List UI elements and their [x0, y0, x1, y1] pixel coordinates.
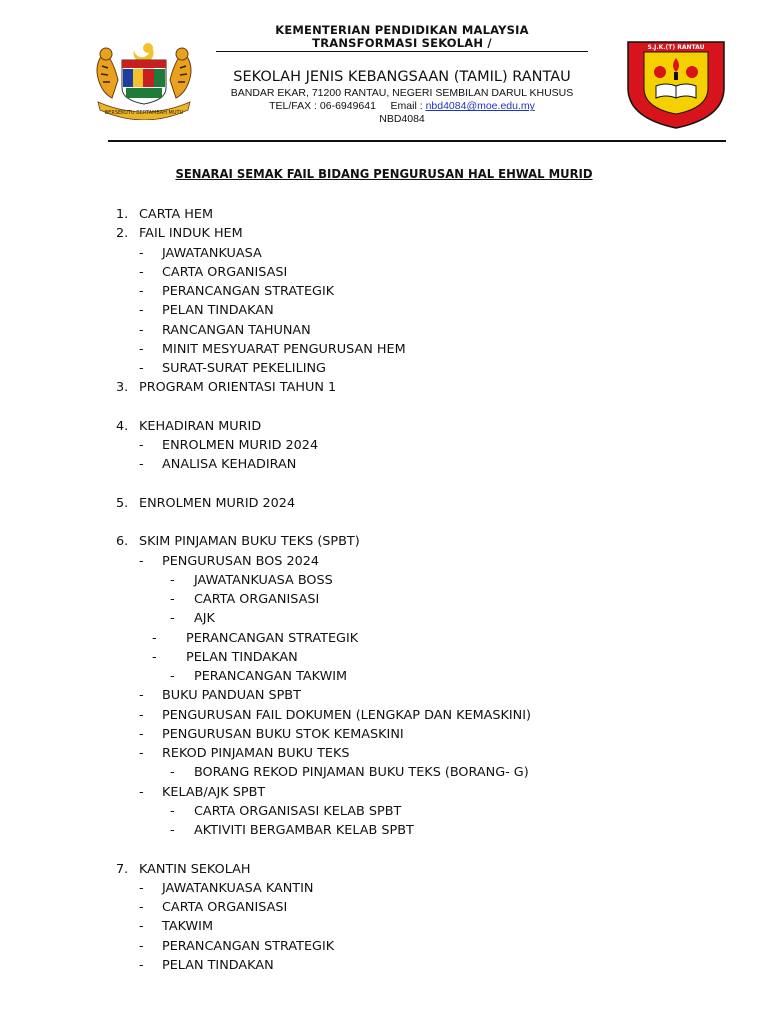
- coat-of-arms-logo: [92, 40, 196, 120]
- bullet-dash: -: [139, 438, 144, 453]
- badge-school-name: S.J.K.(T) RANTAU: [647, 44, 705, 51]
- school-badge-logo: [624, 36, 728, 130]
- sub-sub-item: [0, 571, 768, 590]
- bullet-dash: -: [139, 361, 144, 376]
- letterhead: [212, 24, 592, 125]
- contact-line: [212, 101, 592, 112]
- sub-item: [0, 282, 768, 301]
- sub-item-text: PENGURUSAN BOS 2024: [162, 553, 320, 569]
- sub-item: [0, 686, 768, 705]
- item-number: 4.: [116, 418, 129, 434]
- sub-sub-item-text: PELAN TINDAKAN: [186, 649, 298, 665]
- sub-item-text: PELAN TINDAKAN: [162, 957, 274, 973]
- sub-sub-item: [0, 821, 768, 840]
- bullet-dash: -: [139, 707, 144, 723]
- sub-item: [0, 321, 768, 340]
- sub-item-text: BUKU PANDUAN SPBT: [162, 688, 301, 704]
- item-number: 6.: [116, 534, 129, 550]
- bullet-dash: -: [139, 900, 144, 915]
- bullet-dash: -: [139, 245, 144, 261]
- tamil-school-name: [212, 54, 592, 68]
- bullet-dash: -: [139, 957, 144, 973]
- sub-sub-item: [0, 590, 768, 609]
- sub-item: [0, 744, 768, 763]
- sub-item: [0, 244, 768, 263]
- sub-item: [0, 898, 768, 917]
- item-text: CARTA HEM: [139, 207, 214, 222]
- sub-item: [0, 436, 768, 455]
- list-item: [0, 494, 768, 513]
- spacer: [0, 840, 768, 859]
- email-label: Email :: [390, 100, 423, 113]
- bullet-dash: -: [139, 341, 144, 357]
- spacer: [0, 475, 768, 494]
- sub-item-text: JAWATANKUASA: [162, 245, 262, 261]
- bullet-dash: -: [170, 592, 175, 607]
- sub-sub-item: [0, 667, 768, 686]
- spacer: [0, 513, 768, 532]
- item-number: 2.: [116, 226, 129, 242]
- item-text: FAIL INDUK HEM: [139, 226, 243, 242]
- sub-item-text: ENROLMEN MURID 2024: [162, 438, 319, 453]
- sub-sub-item-text: CARTA ORGANISASI: [194, 592, 320, 607]
- sub-item: [0, 359, 768, 378]
- crest-tiger-left: [97, 48, 118, 98]
- sub-item-text: PERANCANGAN STRATEGIK: [162, 284, 335, 299]
- bullet-dash: -: [152, 649, 157, 665]
- bullet-dash: -: [139, 553, 144, 569]
- sub-item: [0, 263, 768, 282]
- bullet-dash: -: [139, 688, 144, 704]
- list-item: [0, 860, 768, 879]
- email-link[interactable]: nbd4084@moe.edu.my: [425, 100, 535, 113]
- bullet-dash: -: [170, 611, 175, 627]
- list-item: [0, 224, 768, 243]
- sub-item-text: MINIT MESYUARAT PENGURUSAN HEM: [162, 341, 406, 357]
- item-number: 5.: [116, 495, 129, 511]
- bullet-dash: -: [139, 880, 144, 896]
- sub-sub-item-text: BORANG REKOD PINJAMAN BUKU TEKS (BORANG- G): [194, 765, 529, 781]
- sub-item: [0, 879, 768, 898]
- sub-sub-item-text: PERANCANGAN TAKWIM: [194, 669, 348, 684]
- sub-sub-item-text: AJK: [194, 611, 215, 627]
- list-item: [0, 378, 768, 397]
- sub-item-text: PELAN TINDAKAN: [162, 303, 274, 319]
- sub-item: [0, 455, 768, 474]
- sub-item-text: PENGURUSAN BUKU STOK KEMASKINI: [162, 726, 404, 742]
- tel-fax: TEL/FAX : 06-6949641: [269, 100, 376, 113]
- sub-item-text: CARTA ORGANISASI: [162, 900, 288, 915]
- sub-item-text: REKOD PINJAMAN BUKU TEKS: [162, 746, 350, 761]
- bullet-dash: -: [139, 784, 144, 800]
- spacer: [0, 398, 768, 417]
- item-text: KANTIN SEKOLAH: [139, 861, 251, 877]
- item-text: ENROLMEN MURID 2024: [139, 495, 296, 511]
- sub-item-text: PERANCANGAN STRATEGIK: [162, 938, 335, 954]
- transform-line: [212, 37, 592, 49]
- bullet-dash: -: [139, 303, 144, 319]
- bullet-dash: -: [139, 284, 144, 299]
- bullet-dash: -: [139, 919, 144, 935]
- sub-item: [0, 956, 768, 975]
- sub-sub-item-text: CARTA ORGANISASI KELAB SPBT: [194, 803, 402, 819]
- school-code: NBD4084: [379, 113, 425, 126]
- sub-sub-item: [0, 763, 768, 782]
- sub-item: [0, 937, 768, 956]
- sub-sub-item: [0, 629, 768, 648]
- sub-item-text: RANCANGAN TAHUNAN: [162, 322, 311, 338]
- school-name: SEKOLAH JENIS KEBANGSAAN (TAMIL) RANTAU: [233, 69, 571, 86]
- document-title: SENARAI SEMAK FAIL BIDANG PENGURUSAN HAL EHWAL MURID: [175, 166, 593, 181]
- item-number: 1.: [116, 207, 129, 222]
- bullet-dash: -: [152, 630, 157, 646]
- bullet-dash: -: [139, 938, 144, 954]
- letterhead-rule: [108, 140, 726, 142]
- list-item: [0, 532, 768, 551]
- transform-label: TRANSFORMASI SEKOLAH /: [312, 36, 492, 51]
- sub-item-text: PENGURUSAN FAIL DOKUMEN (LENGKAP DAN KEMASKINI): [162, 707, 532, 723]
- list-item: [0, 205, 768, 224]
- checklist: [0, 205, 768, 975]
- bullet-dash: -: [170, 572, 175, 588]
- bullet-dash: -: [139, 726, 144, 742]
- sub-sub-item-text: PERANCANGAN STRATEGIK: [186, 630, 359, 646]
- ministry-name: KEMENTERIAN PENDIDIKAN MALAYSIA: [275, 23, 529, 37]
- sub-item: [0, 552, 768, 571]
- sub-item: [0, 917, 768, 936]
- sub-item-text: JAWATANKUASA KANTIN: [162, 880, 314, 896]
- sub-item-text: SURAT-SURAT PEKELILING: [162, 361, 326, 376]
- item-text: KEHADIRAN MURID: [139, 418, 262, 434]
- sub-sub-item-text: JAWATANKUASA BOSS: [194, 572, 333, 588]
- bullet-dash: -: [170, 803, 175, 819]
- item-text: PROGRAM ORIENTASI TAHUN 1: [139, 380, 337, 396]
- badge-open-book-icon: [656, 84, 696, 98]
- list-item: [0, 417, 768, 436]
- sub-sub-item: [0, 648, 768, 667]
- sub-item: [0, 301, 768, 320]
- sub-sub-item-text: AKTIVITI BERGAMBAR KELAB SPBT: [194, 823, 414, 838]
- sub-item-text: TAKWIM: [162, 919, 213, 935]
- bullet-dash: -: [139, 746, 144, 761]
- sub-item-text: CARTA ORGANISASI: [162, 264, 288, 280]
- sub-sub-item: [0, 609, 768, 628]
- sub-item: [0, 706, 768, 725]
- bullet-dash: -: [139, 322, 144, 338]
- bullet-dash: -: [170, 669, 175, 684]
- crest-shield: [122, 60, 166, 104]
- crest-motto: BERSEKUTU BERTAMBAH MUTU: [104, 110, 184, 116]
- bullet-dash: -: [170, 823, 175, 838]
- sub-item-text: ANALISA KEHADIRAN: [162, 457, 297, 473]
- crest-tiger-right: [170, 48, 191, 98]
- bullet-dash: -: [139, 264, 144, 280]
- school-address: BANDAR EKAR, 71200 RANTAU, NEGERI SEMBILAN DARUL KHUSUS: [230, 87, 574, 100]
- sub-item: [0, 783, 768, 802]
- header-divider: [216, 51, 588, 52]
- sub-item: [0, 725, 768, 744]
- bullet-dash: -: [139, 457, 144, 473]
- bullet-dash: -: [170, 765, 175, 781]
- sub-sub-item: [0, 802, 768, 821]
- item-number: 3.: [116, 380, 129, 396]
- sub-item: [0, 340, 768, 359]
- sub-item-text: KELAB/AJK SPBT: [162, 784, 266, 800]
- item-number: 7.: [116, 861, 129, 877]
- item-text: SKIM PINJAMAN BUKU TEKS (SPBT): [139, 534, 360, 550]
